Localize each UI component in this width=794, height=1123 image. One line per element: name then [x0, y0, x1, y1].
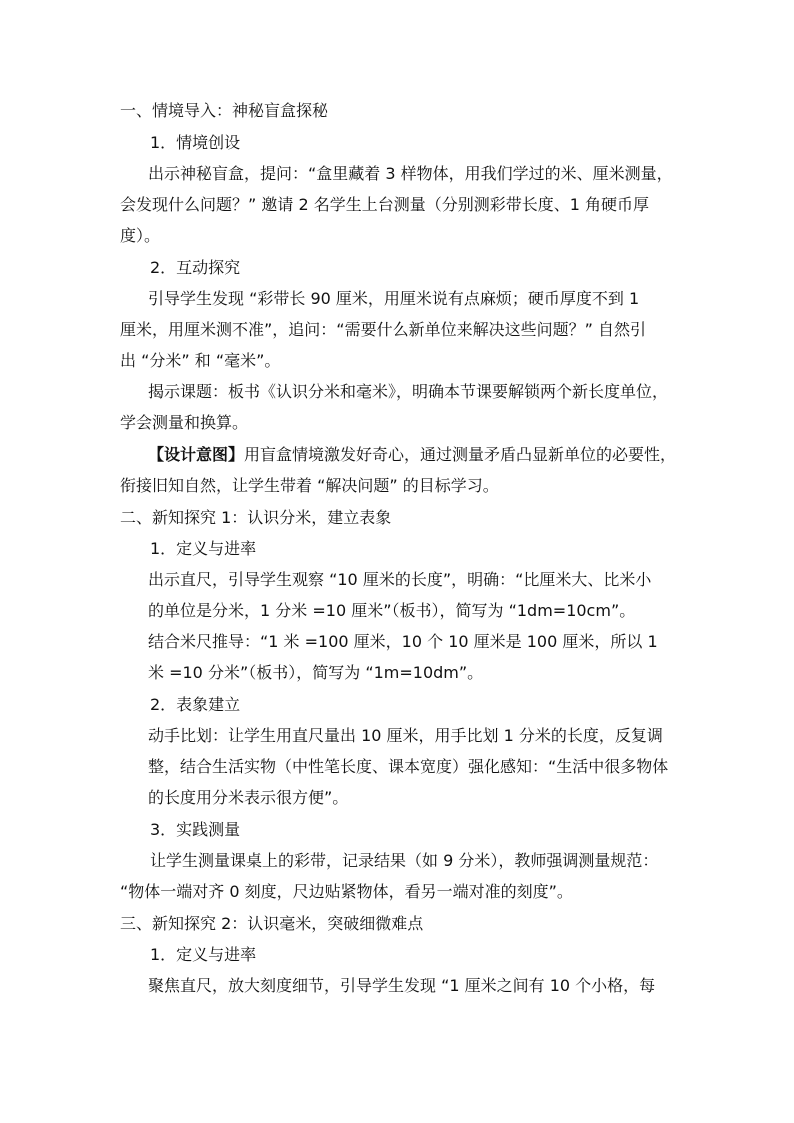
paragraph-line: 揭示课题：板书《认识分米和毫米》，明确本节课要解锁两个新长度单位，: [148, 382, 669, 401]
design-intent-text: 用盲盒情境激发好奇心，通过测量矛盾凸显新单位的必要性，: [244, 445, 677, 464]
paragraph-line: “物体一端对齐 0 刻度，尺边贴紧物体，看另一端对准的刻度”。: [120, 882, 573, 901]
paragraph-line: 出示神秘盲盒，提问：“盒里藏着 3 样物体，用我们学过的米、厘米测量，: [148, 164, 673, 183]
paragraph-line: 的单位是分米，1 分米 =10 厘米”（板书），简写为 “1dm=10cm”。: [148, 601, 636, 620]
paragraph-line: 米 =10 分米”（板书），简写为 “1m=10dm”。: [148, 663, 484, 682]
paragraph-line: 衔接旧知自然，让学生带着 “解决问题” 的目标学习。: [120, 476, 499, 495]
paragraph-line: 会发现什么问题？” 邀请 2 名学生上台测量（分别测彩带长度、1 角硬币厚: [120, 195, 649, 214]
paragraph-line: 厘米，用厘米测不准”，追问：“需要什么新单位来解决这些问题？” 自然引: [120, 320, 646, 339]
paragraph-line: 整，结合生活实物（中性笔长度、课本宽度）强化感知：“生活中很多物体: [148, 757, 669, 776]
design-intent-label: 【设计意图】: [148, 445, 245, 464]
paragraph-line: 聚焦直尺，放大刻度细节，引导学生发现 “1 厘米之间有 10 个小格，每: [148, 976, 656, 995]
subheading: 2．表象建立: [150, 695, 241, 714]
subheading: 2．互动探究: [150, 258, 241, 277]
paragraph-line: 的长度用分米表示很方便”。: [148, 788, 349, 807]
subheading: 1．定义与进率: [150, 539, 257, 558]
subheading: 3．实践测量: [150, 820, 241, 839]
design-intent-line: [148, 445, 676, 465]
paragraph-line: 让学生测量课桌上的彩带，记录结果（如 9 分米），教师强调测量规范：: [150, 851, 659, 870]
paragraph-line: 引导学生发现 “彩带长 90 厘米，用厘米说有点麻烦；硬币厚度不到 1: [148, 289, 640, 308]
section-heading-3: 三、新知探究 2：认识毫米，突破细微难点: [120, 914, 424, 933]
section-heading-2: 二、新知探究 1：认识分米，建立表象: [120, 508, 392, 527]
section-heading-1: 一、情境导入：神秘盲盒探秘: [120, 101, 329, 120]
paragraph-line: 结合米尺推导：“1 米 =100 厘米，10 个 10 厘米是 100 厘米，所以 1: [148, 632, 658, 651]
paragraph-line: 度）。: [120, 226, 161, 245]
paragraph-line: 出示直尺，引导学生观察 “10 厘米的长度”，明确：“比厘米大、比米小: [148, 570, 652, 589]
paragraph-line: 动手比划：让学生用直尺量出 10 厘米，用手比划 1 分米的长度，反复调: [148, 726, 663, 745]
subheading: 1．情境创设: [150, 133, 241, 152]
paragraph-line: 学会测量和换算。: [120, 413, 249, 432]
subheading: 1．定义与进率: [150, 945, 257, 964]
paragraph-line: 出 “分米” 和 “毫米”。: [120, 351, 281, 370]
